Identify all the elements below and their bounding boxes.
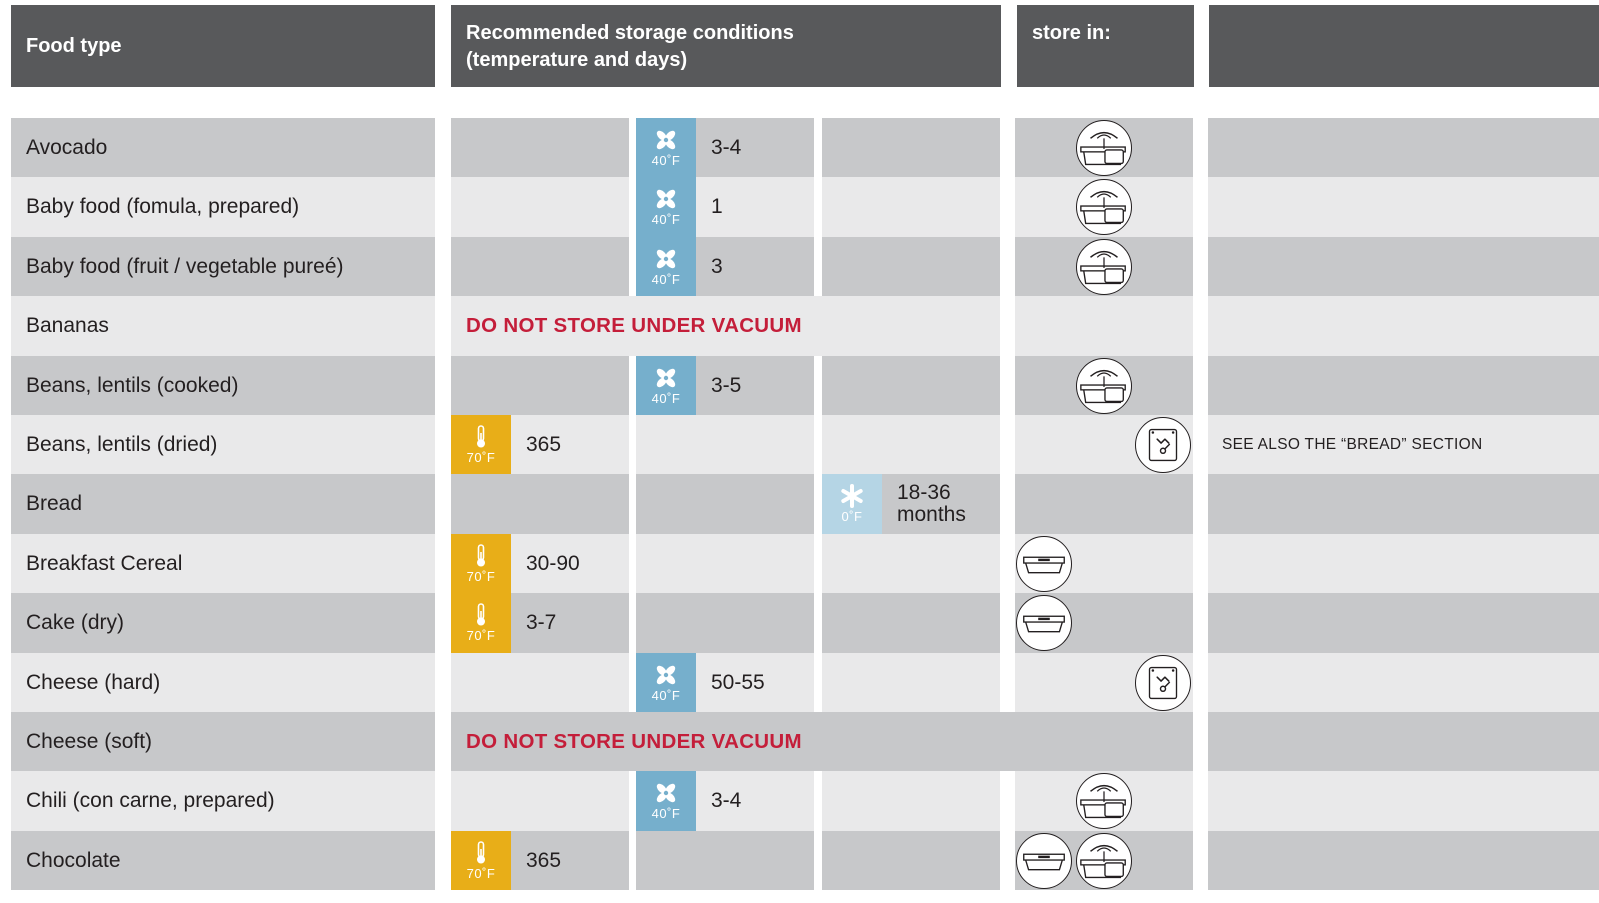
container-icon	[1016, 833, 1072, 889]
fridge-temp-label: 40˚F	[651, 687, 681, 703]
canister-icon	[1076, 239, 1132, 295]
food-name: Breakfast Cereal	[26, 551, 183, 575]
fan-icon	[654, 247, 678, 272]
fridge-duration: 3	[711, 254, 723, 278]
fan-icon	[654, 663, 678, 688]
row-cell	[451, 177, 629, 237]
fridge-duration: 50-55	[711, 670, 765, 694]
thermometer-icon	[474, 603, 488, 628]
row-cell	[451, 474, 629, 534]
row-cell	[636, 593, 814, 653]
fridge-temp-badge	[636, 653, 696, 712]
canister-icon	[1076, 120, 1132, 176]
row-cell	[1208, 831, 1599, 890]
see-also-note: SEE ALSO THE “BREAD” SECTION	[1222, 435, 1483, 453]
row-cell	[451, 118, 629, 177]
food-name: Cake (dry)	[26, 611, 125, 634]
freezer-temp-label: 0˚F	[841, 509, 863, 524]
row-cell	[636, 415, 814, 474]
fridge-temp-badge	[636, 237, 696, 296]
header-conditions	[451, 5, 1001, 87]
thermometer-icon	[474, 425, 488, 450]
canister-icon	[1076, 773, 1132, 829]
header-conditions-line1: Recommended storage conditions	[466, 22, 794, 44]
header-food-type	[11, 5, 435, 87]
room-temp-label: 70˚F	[466, 449, 496, 465]
row-cell	[1208, 356, 1599, 415]
row-cell	[1208, 653, 1599, 712]
room-duration: 365	[526, 432, 562, 456]
food-name: Bread	[26, 492, 83, 515]
row-cell	[822, 177, 1000, 237]
fridge-temp-label: 40˚F	[651, 212, 681, 227]
row-cell	[822, 831, 1000, 890]
row-cell	[1208, 118, 1599, 177]
food-name: Bananas	[26, 314, 109, 337]
fridge-temp-badge	[636, 771, 696, 831]
fan-icon	[654, 187, 678, 212]
row-cell	[1015, 296, 1193, 356]
row-cell	[451, 356, 629, 415]
fan-icon	[654, 128, 678, 153]
room-duration: 365	[526, 848, 562, 872]
canister-icon	[1076, 833, 1132, 889]
fridge-temp-label: 40˚F	[651, 390, 681, 406]
food-name: Beans, lentils (cooked)	[26, 373, 239, 397]
fridge-duration: 3-4	[711, 135, 742, 159]
food-name: Chili (con carne, prepared)	[26, 789, 275, 812]
canister-icon	[1076, 179, 1132, 235]
thermometer-icon	[474, 841, 488, 866]
thermometer-icon	[474, 544, 488, 569]
fridge-temp-badge	[636, 118, 696, 177]
row-cell	[822, 356, 1000, 415]
fan-icon	[654, 366, 678, 391]
room-temp-label: 70˚F	[466, 628, 496, 643]
room-temp-label: 70˚F	[466, 865, 496, 881]
room-temp-badge	[451, 534, 511, 593]
row-cell	[451, 653, 629, 712]
row-cell	[451, 237, 629, 296]
room-temp-badge	[451, 831, 511, 890]
zipper-bag-icon	[1135, 655, 1191, 711]
row-cell	[1208, 177, 1599, 237]
fridge-temp-label: 40˚F	[651, 152, 681, 168]
row-cell	[1208, 593, 1599, 653]
row-cell	[822, 771, 1000, 831]
row-cell	[822, 653, 1000, 712]
snowflake-icon	[840, 484, 864, 509]
row-cell	[822, 118, 1000, 177]
row-cell	[822, 593, 1000, 653]
fan-icon	[654, 781, 678, 806]
row-cell	[1208, 771, 1599, 831]
row-cell	[822, 415, 1000, 474]
row-cell	[451, 771, 629, 831]
food-name: Baby food (fruit / vegetable pureé)	[26, 254, 344, 278]
row-cell	[636, 534, 814, 593]
header-conditions-line2: (temperature and days)	[466, 49, 688, 71]
fridge-duration: 1	[711, 195, 723, 218]
row-cell	[1015, 474, 1193, 534]
fridge-temp-badge	[636, 356, 696, 415]
container-icon	[1016, 595, 1072, 651]
food-name: Cheese (hard)	[26, 670, 161, 694]
row-cell	[1208, 534, 1599, 593]
do-not-vacuum-warning: DO NOT STORE UNDER VACUUM	[466, 729, 802, 753]
row-cell	[822, 534, 1000, 593]
room-temp-label: 70˚F	[466, 568, 496, 584]
header-store-in	[1017, 5, 1194, 87]
room-temp-badge	[451, 593, 511, 653]
do-not-vacuum-warning: DO NOT STORE UNDER VACUUM	[466, 314, 802, 337]
room-duration: 30-90	[526, 551, 580, 575]
freezer-temp-badge	[822, 474, 882, 534]
food-name: Beans, lentils (dried)	[26, 432, 218, 456]
header-store-in-label: store in:	[1032, 22, 1111, 44]
room-duration: 3-7	[526, 611, 557, 634]
row-cell	[822, 237, 1000, 296]
room-temp-badge	[451, 415, 511, 474]
row-cell	[1208, 296, 1599, 356]
row-cell	[1208, 712, 1599, 771]
container-icon	[1016, 536, 1072, 592]
zipper-bag-icon	[1135, 417, 1191, 473]
fridge-temp-label: 40˚F	[651, 271, 681, 287]
food-name: Chocolate	[26, 848, 121, 872]
canister-icon	[1076, 358, 1132, 414]
fridge-temp-label: 40˚F	[651, 806, 681, 821]
header-notes	[1209, 5, 1599, 87]
food-name: Avocado	[26, 135, 108, 159]
row-cell	[1208, 474, 1599, 534]
header-food-type-label: Food type	[26, 35, 122, 57]
fridge-duration: 3-5	[711, 373, 742, 397]
freezer-duration: 18-36 months	[897, 481, 966, 526]
fridge-temp-badge	[636, 177, 696, 237]
row-cell	[1208, 237, 1599, 296]
row-cell	[636, 474, 814, 534]
food-name: Cheese (soft)	[26, 729, 153, 753]
food-name: Baby food (fomula, prepared)	[26, 195, 300, 218]
row-cell	[636, 831, 814, 890]
fridge-duration: 3-4	[711, 789, 742, 812]
